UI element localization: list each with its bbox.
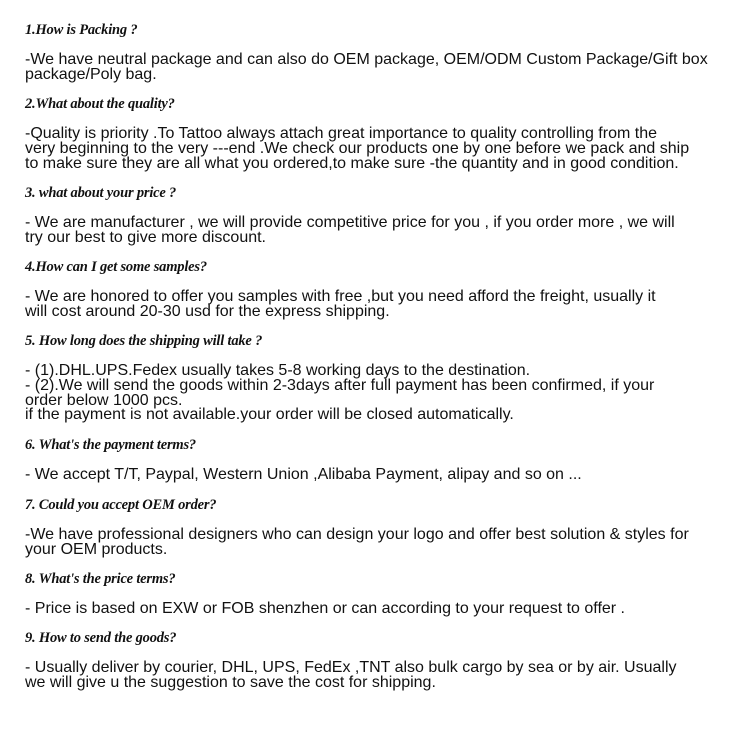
faq-answer: [25, 127, 689, 171]
answer-line: will cost around 20-30 usd for the express shipping.: [25, 302, 390, 320]
answer-line: package/Poly bag.: [25, 65, 157, 83]
answer-line: -We have neutral package and can also do OEM package, OEM/ODM Custom Package/Gift box: [25, 51, 708, 68]
answer-line: - We accept T/T, Paypal, Western Union ,Alibaba Payment, alipay and so on ...: [25, 466, 582, 483]
faq-question: 7. Could you accept OEM order?: [25, 497, 217, 513]
faq-answer: [25, 216, 675, 246]
answer-line: to make sure they are all what you ordered,to make sure -the quantity and in good condition.: [25, 154, 679, 172]
answer-line: try our best to give more discount.: [25, 228, 266, 246]
answer-line: - Price is based on EXW or FOB shenzhen or can according to your request to offer .: [25, 600, 625, 617]
faq-question: 9. How to send the goods?: [25, 630, 177, 646]
answer-line: - We are honored to offer you samples with free ,but you need afford the freight, usually it: [25, 288, 656, 305]
faq-question: 5. How long does the shipping will take ?: [25, 333, 263, 349]
answer-line: very beginning to the very ---end .We check our products one by one before we pack and ship: [25, 139, 690, 157]
faq-answer: [25, 602, 625, 617]
answer-line: - Usually deliver by courier, DHL, UPS, FedEx ,TNT also bulk cargo by sea or by air. Usually: [25, 659, 677, 676]
answer-line: we will give u the suggestion to save the cost for shipping.: [25, 673, 436, 691]
faq-question: 3. what about your price ?: [25, 185, 177, 201]
answer-line: -We have professional designers who can design your logo and offer best solution & styles for: [25, 526, 689, 543]
faq-answer: [25, 364, 654, 423]
faq-answer: [25, 53, 708, 83]
faq-answer: [25, 528, 689, 558]
answer-line: -Quality is priority .To Tattoo always attach great importance to quality controlling from the: [25, 125, 657, 142]
faq-answer: [25, 468, 582, 483]
answer-line: if the payment is not available.your order will be closed automatically.: [25, 406, 514, 424]
faq-answer: [25, 661, 677, 691]
faq-question: 4.How can I get some samples?: [25, 259, 207, 275]
faq-answer: [25, 290, 656, 320]
answer-line: - (2).We will send the goods within 2-3days after full payment has been confirmed, if your: [25, 376, 655, 394]
answer-line: order below 1000 pcs.: [25, 391, 183, 409]
faq-question: 8. What's the price terms?: [25, 571, 176, 587]
answer-line: your OEM products.: [25, 540, 168, 558]
faq-question: 2.What about the quality?: [25, 96, 175, 112]
answer-line: - We are manufacturer , we will provide competitive price for you , if you order more , we will: [25, 214, 675, 231]
faq-question: 6. What's the payment terms?: [25, 437, 196, 453]
answer-line: - (1).DHL.UPS.Fedex usually takes 5-8 working days to the destination.: [25, 362, 531, 379]
faq-question: 1.How is Packing ?: [25, 22, 138, 38]
